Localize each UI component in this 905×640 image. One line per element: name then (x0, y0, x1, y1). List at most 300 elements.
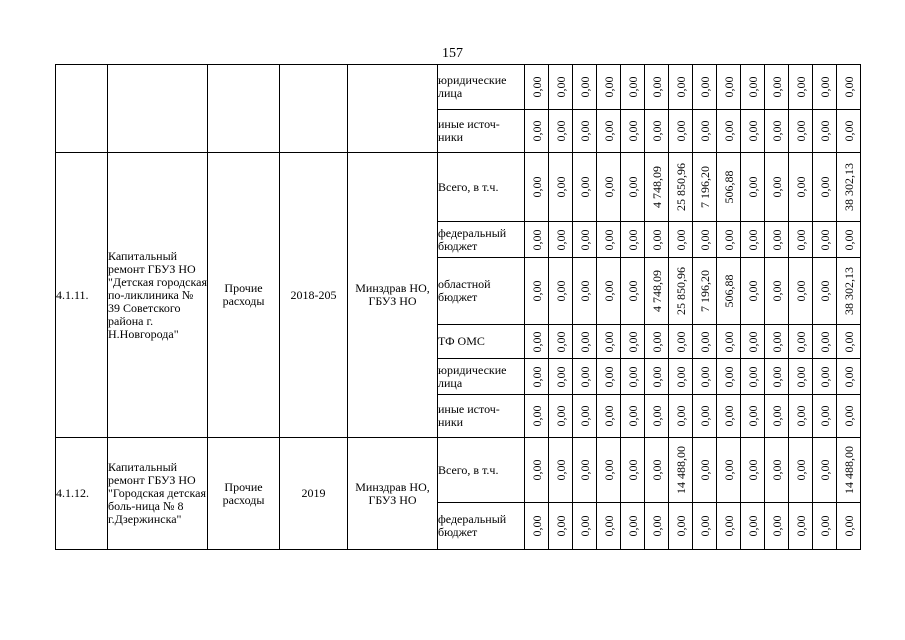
value-text: 0,00 (553, 366, 568, 387)
value-cell (573, 258, 597, 325)
value-text: 0,00 (769, 176, 784, 198)
value-cell (837, 325, 861, 359)
value-cell (765, 222, 789, 258)
value-cell (549, 503, 573, 550)
value-cell (573, 359, 597, 395)
value-text: 506,88 (721, 274, 736, 308)
value-cell (573, 325, 597, 359)
value-text: 0,00 (745, 280, 760, 302)
value-text: 0,00 (745, 176, 760, 198)
value-cell (573, 503, 597, 550)
value-text: 0,00 (697, 515, 712, 537)
value-cell (597, 110, 621, 153)
value-text: 0,00 (769, 229, 784, 250)
funding-source: федеральный бюджет (438, 503, 525, 550)
value-cell (789, 395, 813, 438)
value-text: 0,00 (601, 120, 616, 142)
value-text: 0,00 (841, 515, 856, 537)
value-text: 0,00 (841, 366, 856, 387)
value-cell (717, 359, 741, 395)
item-name: Капитальный ремонт ГБУЗ НО "Детская городская по-ликлиника № 39 Советского района г. Н.Новгорода" (108, 153, 208, 438)
value-cell (645, 222, 669, 258)
value-text: 0,00 (529, 176, 544, 198)
value-text: 0,00 (745, 366, 760, 387)
value-text: 0,00 (721, 459, 736, 481)
value-cell (573, 65, 597, 110)
value-text: 0,00 (601, 176, 616, 198)
funding-source: Всего, в т.ч. (438, 153, 525, 222)
value-cell (741, 503, 765, 550)
value-text: 0,00 (673, 366, 688, 387)
value-cell (741, 65, 765, 110)
value-text: 0,00 (673, 405, 688, 427)
value-cell (645, 65, 669, 110)
value-cell (669, 258, 693, 325)
value-cell (669, 359, 693, 395)
value-text: 0,00 (721, 76, 736, 98)
value-cell (597, 65, 621, 110)
value-text: 0,00 (673, 331, 688, 352)
value-cell (597, 395, 621, 438)
item-number: 4.1.12. (56, 438, 108, 550)
value-text: 0,00 (697, 120, 712, 142)
value-text: 0,00 (577, 229, 592, 250)
value-cell (717, 438, 741, 503)
value-text: 0,00 (649, 331, 664, 352)
value-cell (693, 258, 717, 325)
value-text: 0,00 (793, 331, 808, 352)
value-text: 38 302,13 (841, 267, 856, 315)
value-text: 0,00 (553, 405, 568, 427)
value-cell (621, 438, 645, 503)
value-text: 0,00 (625, 280, 640, 302)
value-cell (525, 503, 549, 550)
value-text: 0,00 (649, 515, 664, 537)
value-cell (741, 258, 765, 325)
value-text: 0,00 (649, 459, 664, 481)
value-cell (669, 503, 693, 550)
value-cell (789, 359, 813, 395)
value-cell (645, 503, 669, 550)
value-cell (645, 325, 669, 359)
value-cell (789, 503, 813, 550)
value-text: 0,00 (769, 280, 784, 302)
value-cell (549, 359, 573, 395)
value-cell (549, 325, 573, 359)
value-text: 0,00 (649, 120, 664, 142)
value-text: 0,00 (529, 366, 544, 387)
value-text: 0,00 (625, 405, 640, 427)
value-cell (837, 222, 861, 258)
value-cell (741, 359, 765, 395)
value-cell (765, 438, 789, 503)
value-cell (837, 359, 861, 395)
value-text: 0,00 (649, 366, 664, 387)
value-cell (573, 222, 597, 258)
value-cell (669, 438, 693, 503)
value-cell (789, 325, 813, 359)
value-text: 0,00 (817, 366, 832, 387)
value-cell (549, 222, 573, 258)
period: 2019 (280, 438, 348, 550)
value-cell (525, 359, 549, 395)
value-text: 0,00 (601, 331, 616, 352)
value-cell (669, 65, 693, 110)
value-text: 0,00 (769, 515, 784, 537)
value-cell (645, 153, 669, 222)
value-text: 0,00 (817, 176, 832, 198)
value-cell (645, 110, 669, 153)
value-text: 0,00 (745, 120, 760, 142)
value-text: 0,00 (841, 76, 856, 98)
page-number: 157 (442, 46, 463, 61)
value-cell (549, 258, 573, 325)
value-text: 0,00 (745, 459, 760, 481)
value-text: 0,00 (577, 331, 592, 352)
funding-source: ТФ ОМС (438, 325, 525, 359)
value-text: 0,00 (769, 76, 784, 98)
value-cell (645, 359, 669, 395)
value-cell (693, 65, 717, 110)
value-text: 0,00 (601, 229, 616, 250)
value-cell (741, 222, 765, 258)
value-cell (765, 503, 789, 550)
value-cell (525, 395, 549, 438)
value-cell (525, 110, 549, 153)
value-cell (813, 222, 837, 258)
value-text: 0,00 (721, 120, 736, 142)
value-cell (597, 153, 621, 222)
value-cell (813, 359, 837, 395)
value-text: 0,00 (625, 331, 640, 352)
value-text: 0,00 (793, 229, 808, 250)
value-text: 0,00 (673, 515, 688, 537)
value-cell (741, 438, 765, 503)
value-cell (837, 110, 861, 153)
value-cell (717, 325, 741, 359)
period: 2018-205 (280, 153, 348, 438)
value-text: 0,00 (577, 515, 592, 537)
value-text: 0,00 (793, 459, 808, 481)
value-text: 0,00 (601, 405, 616, 427)
value-cell (813, 153, 837, 222)
value-cell (621, 503, 645, 550)
funding-source: юридические лица (438, 65, 525, 110)
expense-type (208, 65, 280, 153)
value-text: 14 488,00 (841, 446, 856, 494)
value-cell (765, 359, 789, 395)
value-cell (717, 503, 741, 550)
period (280, 65, 348, 153)
value-cell (765, 395, 789, 438)
value-cell (597, 258, 621, 325)
value-text: 14 488,00 (673, 446, 688, 494)
value-text: 0,00 (817, 280, 832, 302)
value-cell (813, 325, 837, 359)
value-cell (693, 110, 717, 153)
value-text: 0,00 (553, 515, 568, 537)
value-cell (765, 110, 789, 153)
value-cell (765, 65, 789, 110)
value-cell (765, 153, 789, 222)
value-cell (741, 325, 765, 359)
value-text: 0,00 (673, 76, 688, 98)
value-text: 0,00 (721, 331, 736, 352)
value-text: 25 850,96 (673, 267, 688, 315)
value-text: 0,00 (793, 280, 808, 302)
value-text: 0,00 (745, 229, 760, 250)
value-text: 0,00 (793, 76, 808, 98)
value-cell (789, 65, 813, 110)
value-text: 0,00 (841, 120, 856, 142)
expense-type: Прочие расходы (208, 438, 280, 550)
value-text: 0,00 (553, 76, 568, 98)
value-text: 7 196,20 (697, 270, 712, 312)
value-text: 0,00 (769, 405, 784, 427)
value-text: 0,00 (601, 280, 616, 302)
item-number: 4.1.11. (56, 153, 108, 438)
value-cell (597, 325, 621, 359)
value-cell (813, 503, 837, 550)
value-text: 0,00 (817, 405, 832, 427)
value-cell (549, 65, 573, 110)
value-text: 0,00 (625, 459, 640, 481)
value-text: 0,00 (697, 405, 712, 427)
value-text: 0,00 (529, 229, 544, 250)
value-cell (741, 153, 765, 222)
value-cell (813, 258, 837, 325)
value-text: 0,00 (625, 515, 640, 537)
value-text: 0,00 (649, 76, 664, 98)
value-text: 0,00 (529, 405, 544, 427)
value-text: 0,00 (577, 405, 592, 427)
value-text: 0,00 (841, 405, 856, 427)
value-text: 0,00 (721, 366, 736, 387)
value-cell (597, 438, 621, 503)
value-text: 0,00 (625, 176, 640, 198)
value-cell (837, 503, 861, 550)
value-cell (717, 153, 741, 222)
value-cell (645, 258, 669, 325)
item-name: Капитальный ремонт ГБУЗ НО "Городская детская боль-ница № 8 г.Дзержинска" (108, 438, 208, 550)
value-text: 0,00 (841, 331, 856, 352)
value-text: 0,00 (769, 459, 784, 481)
value-cell (813, 110, 837, 153)
budget-table (55, 64, 861, 550)
value-text: 0,00 (817, 229, 832, 250)
value-cell (621, 110, 645, 153)
value-text: 0,00 (841, 229, 856, 250)
value-cell (813, 65, 837, 110)
table-row (56, 438, 861, 503)
value-text: 25 850,96 (673, 163, 688, 211)
value-cell (621, 153, 645, 222)
value-cell (741, 110, 765, 153)
value-cell (621, 395, 645, 438)
value-cell (525, 222, 549, 258)
value-text: 0,00 (793, 405, 808, 427)
funding-source: Всего, в т.ч. (438, 438, 525, 503)
value-cell (669, 110, 693, 153)
value-cell (525, 153, 549, 222)
item-number (56, 65, 108, 153)
value-text: 0,00 (721, 229, 736, 250)
value-text: 0,00 (817, 459, 832, 481)
value-cell (837, 153, 861, 222)
value-cell (837, 438, 861, 503)
value-text: 0,00 (769, 366, 784, 387)
value-cell (645, 438, 669, 503)
value-text: 0,00 (793, 366, 808, 387)
value-cell (837, 395, 861, 438)
value-text: 0,00 (793, 176, 808, 198)
value-text: 0,00 (817, 515, 832, 537)
value-cell (669, 325, 693, 359)
value-text: 0,00 (529, 459, 544, 481)
value-cell (549, 438, 573, 503)
value-text: 0,00 (745, 331, 760, 352)
value-text: 0,00 (601, 366, 616, 387)
value-cell (573, 438, 597, 503)
value-cell (621, 222, 645, 258)
value-text: 4 748,09 (649, 270, 664, 312)
value-text: 0,00 (793, 515, 808, 537)
value-text: 0,00 (625, 120, 640, 142)
value-cell (813, 395, 837, 438)
value-text: 0,00 (553, 459, 568, 481)
value-cell (693, 395, 717, 438)
value-cell (597, 503, 621, 550)
value-text: 0,00 (529, 76, 544, 98)
value-text: 38 302,13 (841, 163, 856, 211)
value-text: 0,00 (745, 515, 760, 537)
value-cell (549, 153, 573, 222)
value-cell (837, 65, 861, 110)
value-text: 0,00 (577, 120, 592, 142)
value-cell (717, 110, 741, 153)
value-cell (717, 222, 741, 258)
value-text: 0,00 (673, 120, 688, 142)
value-text: 0,00 (529, 331, 544, 352)
value-cell (669, 395, 693, 438)
value-text: 0,00 (721, 405, 736, 427)
value-text: 0,00 (649, 405, 664, 427)
value-text: 0,00 (601, 459, 616, 481)
value-text: 506,88 (721, 170, 736, 204)
executor: Минздрав НО, ГБУЗ НО (348, 438, 438, 550)
value-cell (789, 258, 813, 325)
table-row (56, 65, 861, 110)
value-text: 0,00 (553, 120, 568, 142)
funding-source: иные источ-ники (438, 395, 525, 438)
value-text: 0,00 (625, 229, 640, 250)
value-cell (549, 110, 573, 153)
value-cell (597, 222, 621, 258)
value-text: 0,00 (697, 331, 712, 352)
value-cell (693, 503, 717, 550)
value-text: 0,00 (817, 76, 832, 98)
value-cell (789, 153, 813, 222)
item-name (108, 65, 208, 153)
value-cell (621, 359, 645, 395)
value-cell (693, 153, 717, 222)
value-cell (525, 325, 549, 359)
value-text: 0,00 (817, 120, 832, 142)
value-text: 7 196,20 (697, 166, 712, 208)
value-cell (621, 65, 645, 110)
value-text: 0,00 (745, 76, 760, 98)
value-cell (573, 153, 597, 222)
value-text: 0,00 (529, 120, 544, 142)
value-cell (645, 395, 669, 438)
value-text: 0,00 (577, 176, 592, 198)
value-cell (525, 258, 549, 325)
funding-source: юридические лица (438, 359, 525, 395)
table-row (56, 153, 861, 222)
value-cell (669, 222, 693, 258)
value-text: 0,00 (673, 229, 688, 250)
value-text: 0,00 (529, 515, 544, 537)
value-text: 0,00 (625, 76, 640, 98)
value-text: 0,00 (817, 331, 832, 352)
value-text: 0,00 (721, 515, 736, 537)
expense-type: Прочие расходы (208, 153, 280, 438)
value-cell (789, 438, 813, 503)
value-cell (693, 359, 717, 395)
value-text: 0,00 (697, 229, 712, 250)
value-text: 0,00 (529, 280, 544, 302)
value-text: 0,00 (649, 229, 664, 250)
value-text: 0,00 (577, 366, 592, 387)
value-cell (573, 395, 597, 438)
value-text: 0,00 (769, 120, 784, 142)
value-text: 0,00 (697, 459, 712, 481)
value-cell (621, 258, 645, 325)
funding-source: иные источ-ники (438, 110, 525, 153)
value-text: 0,00 (625, 366, 640, 387)
value-cell (717, 65, 741, 110)
executor (348, 65, 438, 153)
value-text: 0,00 (577, 76, 592, 98)
value-text: 0,00 (793, 120, 808, 142)
value-cell (765, 258, 789, 325)
value-text: 0,00 (697, 366, 712, 387)
value-text: 0,00 (769, 331, 784, 352)
value-cell (669, 153, 693, 222)
value-cell (525, 65, 549, 110)
value-cell (693, 438, 717, 503)
value-cell (717, 395, 741, 438)
value-text: 0,00 (577, 459, 592, 481)
value-cell (789, 110, 813, 153)
value-text: 0,00 (745, 405, 760, 427)
funding-source: областной бюджет (438, 258, 525, 325)
value-cell (789, 222, 813, 258)
value-cell (837, 258, 861, 325)
value-text: 0,00 (553, 229, 568, 250)
value-cell (813, 438, 837, 503)
value-cell (549, 395, 573, 438)
value-cell (525, 438, 549, 503)
value-cell (621, 325, 645, 359)
value-text: 0,00 (577, 280, 592, 302)
value-text: 0,00 (601, 515, 616, 537)
executor: Минздрав НО, ГБУЗ НО (348, 153, 438, 438)
value-cell (573, 110, 597, 153)
value-text: 0,00 (553, 280, 568, 302)
value-cell (597, 359, 621, 395)
value-text: 0,00 (601, 76, 616, 98)
